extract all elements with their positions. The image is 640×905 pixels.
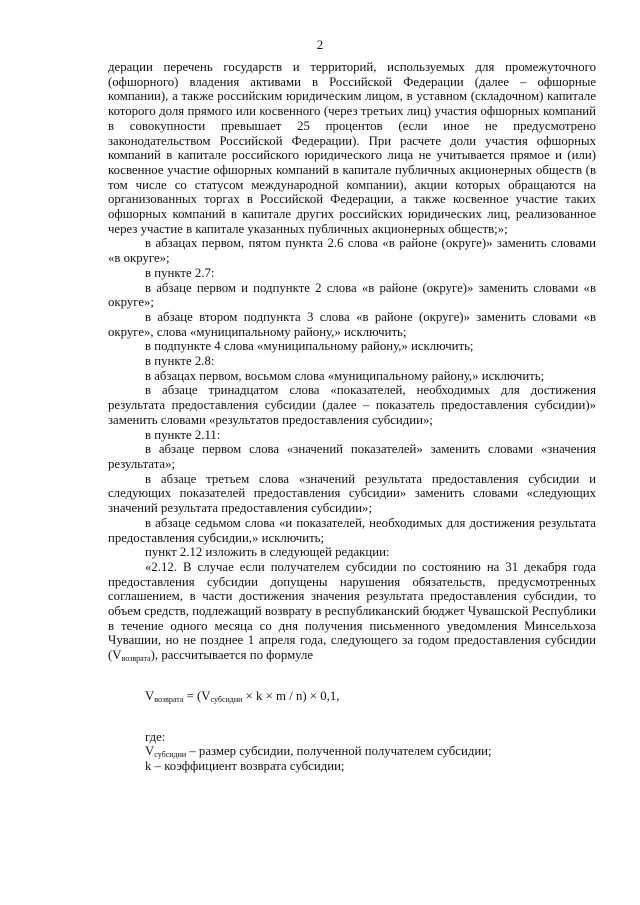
paragraph-12: в абзаце третьем слова «значений результата предоставления субсидии и следующих показателей предоставления субсидии» заменить словами «следующих значений результата предоставления субсидии»;: [108, 471, 596, 516]
definition-v-subsidy: [108, 744, 596, 759]
formula-sub-subsidy: субсидии: [210, 694, 243, 704]
return-formula: [108, 689, 596, 704]
paragraph-14: пункт 2.12 изложить в следующей редакции:: [145, 545, 390, 560]
paragraph-15-tail: ), рассчитывается по формуле: [150, 648, 314, 663]
page-number: 2: [316, 37, 324, 52]
paragraph-8: в абзацах первом, восьмом слова «муниципальному району,» исключить;: [145, 368, 545, 383]
formula-tail: × k × m / n) × 0,1,: [242, 688, 340, 703]
where-label: где:: [145, 729, 166, 744]
paragraph-15-text: «2.12. В случае если получателем субсидии по состоянию на 31 декабря года предоставления субсидии допущены нарушения обязательств, предусмотренных соглашением, в части достижения значения результата предоставления субсидии, то объем средств, подлежащий возврату в республиканский бюджет Чувашской Республики в течение одного месяца со дня получения письменного уведомления Минсельхоза Чувашии, но не позднее 1 апреля года, следующего за годом предоставления субсидии (V: [108, 559, 596, 663]
paragraph-4: в абзаце первом и подпункте 2 слова «в районе (округе)» заменить словами «в округе»;: [108, 280, 596, 310]
paragraph-1: дерации перечень государств и территорий, используемых для промежуточного (офшорного) владения активами в Российской Федерации (далее – офшорные компании), а также российским юридическим лицом, в уставном (складочном) капитале которого доля прямого или косвенного (через третьих лиц) участия офшорных компаний в совокупности превышает 25 процентов (если иное не предусмотрено законодательством Российской Федерации). При расчете доли участия офшорных компаний в капитале российского юридического лица не учитывается прямое и (или) косвенное участие офшорных компаний в капитале публичных акционерных обществ (в том числе со статусом международной компании), акции которых обращаются на организованных торгах в Российской Федерации, а также косвенное участие таких офшорных компаний в капитале других российских юридических лиц, реализованное через участие в капитале указанных публичных акционерных обществ;»;: [108, 60, 596, 236]
paragraph-15: [108, 560, 596, 663]
paragraph-7: в пункте 2.8:: [145, 354, 215, 369]
paragraph-3: в пункте 2.7:: [145, 265, 215, 280]
paragraph-9: в абзаце тринадцатом слова «показателей, необходимых для достижения результата предоставления субсидии (далее – показатель предоставления субсидии)» заменить словами «результатов предоставления субсидии»;: [108, 383, 596, 427]
def1-subscript: субсидии: [154, 750, 187, 760]
def1-v: V: [145, 744, 155, 759]
paragraph-13: в абзаце седьмом слова «и показателей, необходимых для достижения результата предоставления субсидии,» исключить;: [108, 515, 596, 545]
def1-text: – размер субсидии, полученной получателем субсидии;: [186, 744, 492, 759]
paragraph-10: в пункте 2.11:: [145, 427, 221, 442]
formula-v: V: [145, 688, 155, 703]
formula-mid: = (V: [183, 688, 211, 703]
paragraph-11: в абзаце первом слова «значений показателей» заменить словами «значения результата»;: [108, 442, 596, 471]
v-return-subscript: возврата: [121, 654, 151, 664]
document-body: [108, 60, 596, 774]
definition-k: k – коэффициент возврата субсидии;: [145, 758, 345, 773]
paragraph-6: в подпункте 4 слова «муниципальному району,» исключить;: [145, 339, 474, 354]
paragraph-2: в абзацах первом, пятом пункта 2.6 слова «в районе (округе)» заменить словами «в округе»;: [108, 236, 596, 266]
paragraph-5: в абзаце втором подпункта 3 слова «в районе (округе)» заменить словами «в округе», слова «муниципальному району,» исключить;: [108, 309, 596, 339]
formula-sub-return: возврата: [154, 694, 184, 704]
